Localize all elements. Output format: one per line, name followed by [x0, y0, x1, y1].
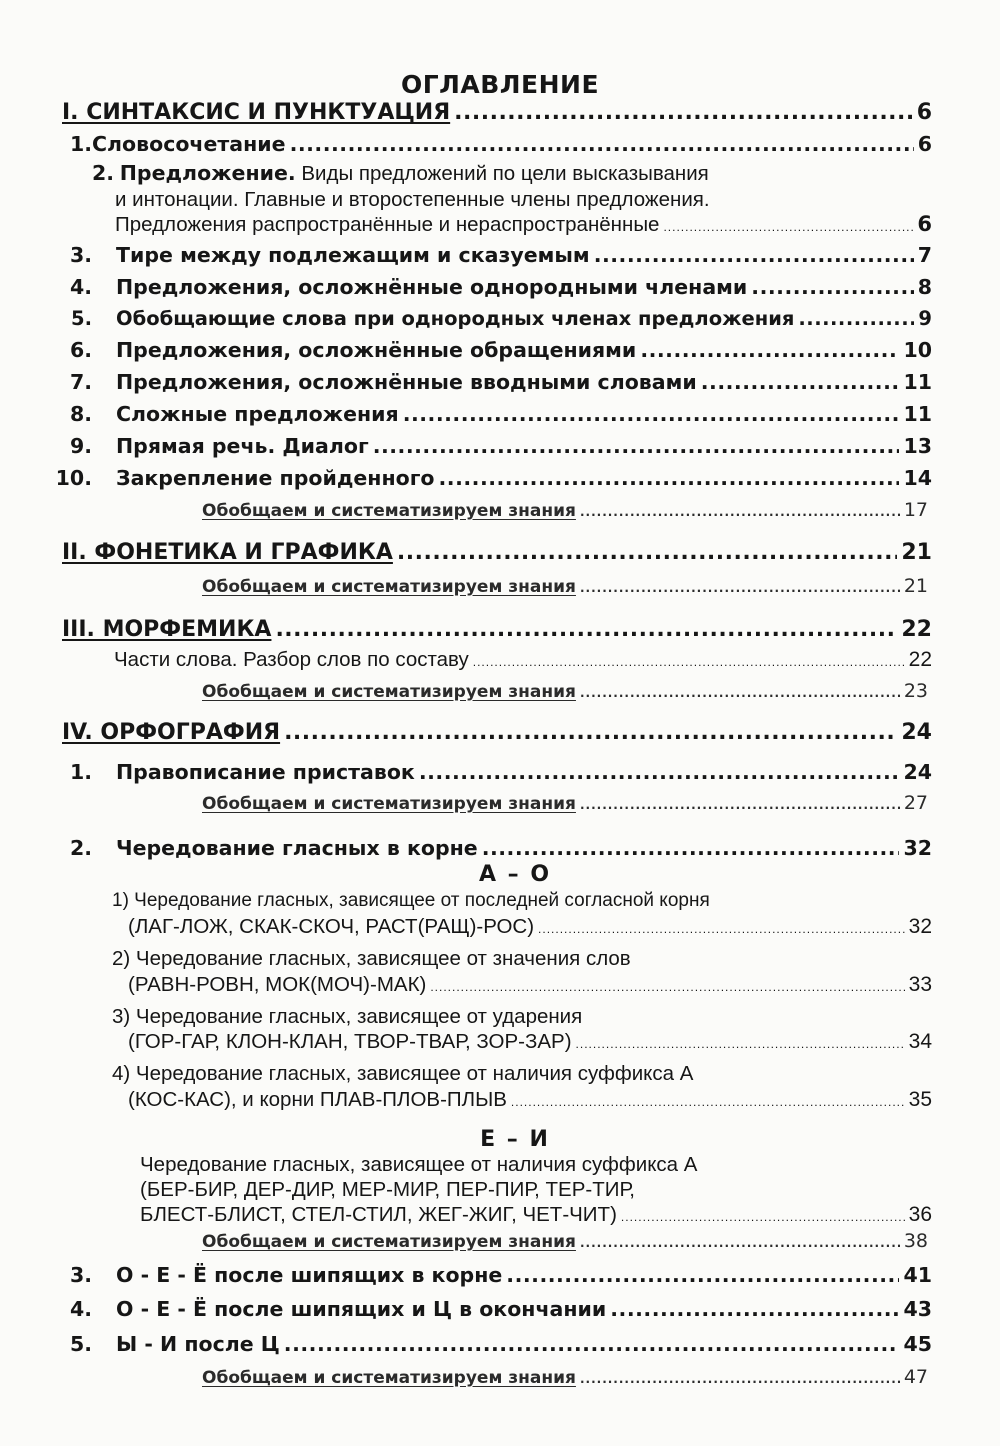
page-number: 7 — [917, 243, 932, 267]
toc-subitem-ao4[interactable] — [128, 1088, 932, 1112]
toc-subitem-ao1[interactable] — [128, 915, 932, 939]
item-label: (КОС-КАС), и корни ПЛАВ-ПЛОВ-ПЛЫВ — [128, 1088, 507, 1111]
section-label: I. СИНТАКСИС И ПУНКТУАЦИЯ — [62, 100, 451, 125]
page-number: 22 — [901, 617, 932, 642]
toc-subitem-ei-line2: (БЕР-БИР, ДЕР-ДИР, МЕР-МИР, ПЕР-ПИР, ТЕР-ТИР, — [140, 1178, 635, 1201]
item-number: 9. — [69, 434, 92, 458]
page-number: 34 — [908, 1030, 932, 1053]
leader-dots — [580, 798, 900, 812]
toc-item-complex[interactable] — [52, 402, 932, 426]
section-label: IV. ОРФОГРАФИЯ — [62, 720, 281, 745]
item-number: 6. — [69, 338, 92, 362]
page-number: 38 — [903, 1230, 928, 1252]
page-number: 11 — [903, 402, 932, 426]
summary-label: Обобщаем и систематизируем знания — [202, 577, 576, 597]
leader-dots — [511, 1095, 905, 1109]
page-number: 8 — [917, 275, 932, 299]
item-label: (РАВН-РОВН, МОК(МОЧ)-МАК) — [128, 973, 427, 996]
summary-label: Обобщаем и систематизируем знания — [202, 1232, 576, 1252]
leader-dots — [640, 338, 899, 362]
item-label: Тире между подлежащим и сказуемым — [116, 243, 590, 267]
page-number: 6 — [917, 212, 932, 236]
item-number: 4. — [69, 275, 92, 299]
section-phonetics[interactable] — [62, 540, 932, 565]
item-label: Предложения распространённые и нераспространённые — [115, 213, 660, 236]
summary-label: Обобщаем и систематизируем знания — [202, 1368, 576, 1388]
page-number: 41 — [903, 1263, 932, 1287]
section-label: II. ФОНЕТИКА И ГРАФИКА — [62, 540, 393, 565]
item-label: Предложение. — [119, 161, 296, 185]
page-number: 43 — [903, 1297, 932, 1321]
item-label: Закрепление пройденного — [116, 466, 435, 490]
toc-subitem-ao4-line1: 4) Чередование гласных, зависящее от наличия суффикса А — [112, 1062, 694, 1085]
item-number: 1. — [69, 132, 92, 156]
leader-dots — [663, 220, 913, 234]
leader-dots — [403, 402, 900, 426]
leader-dots — [290, 132, 914, 156]
leader-dots — [576, 1037, 905, 1051]
item-number: 2. — [92, 161, 115, 185]
page-number: 6 — [917, 132, 932, 156]
item-number: 1. — [69, 760, 92, 784]
item-number: 8. — [69, 402, 92, 426]
item-label: Ы - И после Ц — [116, 1332, 280, 1356]
leader-dots — [580, 686, 900, 700]
page-number: 21 — [901, 540, 932, 565]
leader-dots — [751, 275, 913, 299]
item-number: 7. — [69, 370, 92, 394]
leader-dots — [580, 505, 900, 519]
toc-summary-phonetics[interactable] — [202, 575, 928, 597]
toc-item-y-i[interactable] — [52, 1332, 932, 1356]
toc-item-word-parts[interactable] — [114, 648, 932, 672]
toc-item-o-e-root[interactable] — [52, 1263, 932, 1287]
section-morphemics[interactable] — [62, 617, 932, 642]
toc-item-sentence-line3[interactable] — [115, 212, 932, 237]
leader-dots — [454, 100, 913, 125]
section-label: III. МОРФЕМИКА — [62, 617, 272, 642]
page-number: 22 — [908, 648, 932, 671]
section-syntax[interactable] — [62, 100, 932, 125]
item-label: Предложения, осложнённые вводными словами — [116, 370, 697, 394]
item-number: 5. — [71, 307, 92, 330]
item-label: Сложные предложения — [116, 402, 399, 426]
toc-subitem-ao2[interactable] — [128, 973, 932, 997]
page-number: 13 — [903, 434, 932, 458]
item-number: 2. — [69, 836, 92, 860]
item-number: 5. — [69, 1332, 92, 1356]
subheading-a-o: А – О — [478, 862, 552, 887]
leader-dots — [439, 466, 900, 490]
leader-dots — [580, 581, 900, 595]
item-label: БЛЕСТ-БЛИСТ, СТЕЛ-СТИЛ, ЖЕГ-ЖИГ, ЧЕТ-ЧИТ) — [140, 1203, 617, 1226]
toc-item-phrase[interactable] — [52, 132, 932, 156]
toc-item-sentence-line2: и интонации. Главные и второстепенные члены предложения. — [115, 188, 710, 211]
item-label: О - Е - Ё после шипящих и Ц в окончании — [116, 1297, 607, 1321]
toc-item-o-e-ending[interactable] — [52, 1297, 932, 1321]
section-orthography[interactable] — [62, 720, 932, 745]
page-number: 32 — [908, 915, 932, 938]
page-number: 23 — [903, 680, 928, 702]
toc-subitem-ei-line1: Чередование гласных, зависящее от наличия суффикса А — [140, 1153, 698, 1176]
toc-item-review[interactable] — [52, 466, 932, 490]
toc-subitem-ei[interactable] — [140, 1203, 932, 1227]
page-number: 10 — [903, 338, 932, 362]
toc-item-dash[interactable] — [52, 243, 932, 267]
item-number: 3. — [69, 1263, 92, 1287]
leader-dots — [373, 434, 900, 458]
page-number: 33 — [908, 973, 932, 996]
subheading-e-i: Е – И — [480, 1127, 550, 1152]
page-number: 21 — [903, 575, 928, 597]
leader-dots — [580, 1372, 900, 1386]
leader-dots — [701, 370, 900, 394]
toc-summary-morphemics[interactable] — [202, 680, 928, 702]
toc-item-generalizing[interactable] — [52, 307, 932, 330]
leader-dots — [473, 655, 905, 669]
summary-label: Обобщаем и систематизируем знания — [202, 501, 576, 521]
page-number: 47 — [903, 1366, 928, 1388]
leader-dots — [482, 836, 900, 860]
page-title: ОГЛАВЛЕНИЕ — [400, 70, 600, 99]
item-label: Предложения, осложнённые однородными членами — [116, 275, 748, 299]
leader-dots — [284, 720, 897, 745]
item-label: Чередование гласных в корне — [116, 836, 478, 860]
leader-dots — [284, 1332, 900, 1356]
page-number: 24 — [903, 760, 932, 784]
page-number: 27 — [903, 792, 928, 814]
page-number: 17 — [903, 499, 928, 521]
item-number: 3. — [69, 243, 92, 267]
toc-summary-prefixes[interactable] — [202, 792, 928, 814]
leader-dots — [798, 307, 914, 330]
leader-dots — [610, 1297, 899, 1321]
item-label: Словосочетание — [92, 132, 286, 156]
leader-dots — [419, 760, 900, 784]
toc-subitem-ao3-line1: 3) Чередование гласных, зависящее от ударения — [112, 1005, 583, 1028]
summary-label: Обобщаем и систематизируем знания — [202, 794, 576, 814]
leader-dots — [430, 980, 904, 994]
toc-item-introductory[interactable] — [52, 370, 932, 394]
item-label: Правописание приставок — [116, 760, 415, 784]
leader-dots — [538, 922, 905, 936]
page-number: 11 — [903, 370, 932, 394]
toc-item-prefixes[interactable] — [52, 760, 932, 784]
item-label: Части слова. Разбор слов по составу — [114, 648, 469, 671]
item-label: Обобщающие слова при однородных членах предложения — [116, 307, 795, 330]
toc-summary-syntax[interactable] — [202, 499, 928, 521]
item-label: О - Е - Ё после шипящих в корне — [116, 1263, 503, 1287]
page-number: 32 — [903, 836, 932, 860]
page-number: 24 — [901, 720, 932, 745]
leader-dots — [621, 1210, 905, 1224]
toc-item-direct-speech[interactable] — [52, 434, 932, 458]
toc-subitem-ao2-line1: 2) Чередование гласных, зависящее от значения слов — [112, 947, 631, 970]
toc-summary-final[interactable] — [202, 1366, 928, 1388]
toc-subitem-ao3[interactable] — [128, 1030, 932, 1054]
page-number: 45 — [903, 1332, 932, 1356]
item-number: 4. — [69, 1297, 92, 1321]
toc-item-homogeneous[interactable] — [52, 275, 932, 299]
leader-dots — [580, 1236, 900, 1250]
page-number: 14 — [903, 466, 932, 490]
item-label: Прямая речь. Диалог — [116, 434, 369, 458]
page-number: 36 — [908, 1203, 932, 1226]
item-number: 10. — [55, 466, 92, 490]
toc-subitem-ao1-line1: 1) Чередование гласных, зависящее от последней согласной корня — [112, 890, 710, 911]
toc-item-address[interactable] — [52, 338, 932, 362]
toc-item-vowel-alternation[interactable] — [52, 836, 932, 860]
leader-dots — [275, 617, 897, 642]
item-label: (ГОР-ГАР, КЛОН-КЛАН, ТВОР-ТВАР, ЗОР-ЗАР) — [128, 1030, 572, 1053]
item-label: Предложения, осложнённые обращениями — [116, 338, 637, 362]
item-label-rest: Виды предложений по цели высказывания — [295, 162, 709, 185]
toc-summary-vowels[interactable] — [202, 1230, 928, 1252]
summary-label: Обобщаем и систематизируем знания — [202, 682, 576, 702]
leader-dots — [397, 540, 897, 565]
leader-dots — [506, 1263, 899, 1287]
page-number: 35 — [908, 1088, 932, 1111]
item-label: (ЛАГ-ЛОЖ, СКАК-СКОЧ, РАСТ(РАЩ)-РОС) — [128, 915, 535, 938]
leader-dots — [594, 243, 914, 267]
page-number: 6 — [916, 100, 932, 125]
toc-item-sentence-line1[interactable] — [92, 161, 709, 186]
page-number: 9 — [918, 307, 932, 330]
